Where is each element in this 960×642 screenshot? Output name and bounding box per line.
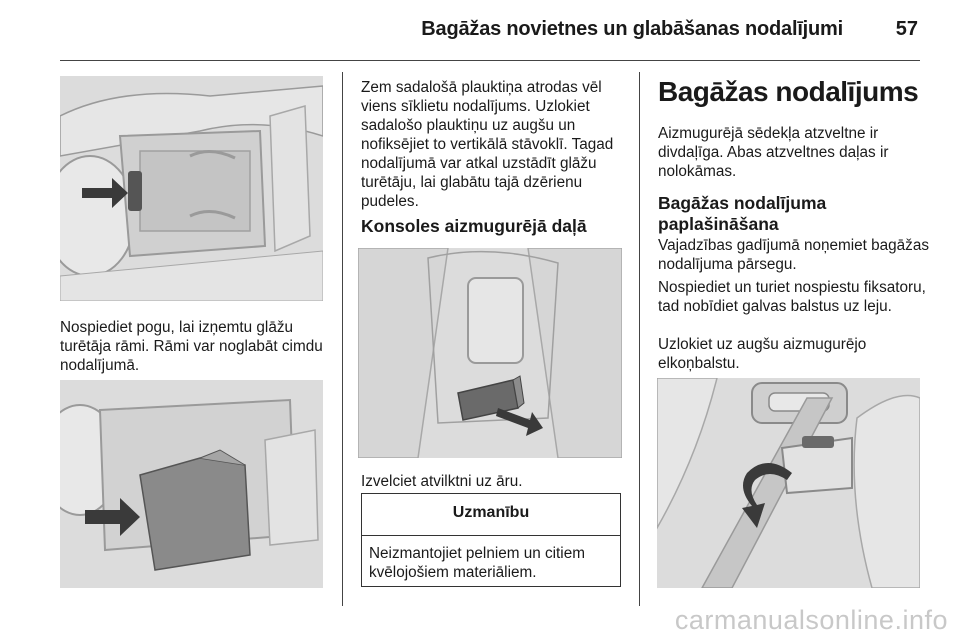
figure-glovebox-storage (60, 380, 323, 588)
caption-cupholder-removal: Nospiediet pogu, lai izņemtu glāžu turētāja rāmi. Rāmi var noglabāt cimdu nodalījumā. (60, 319, 323, 374)
glovebox-storage-illustration (60, 380, 323, 588)
column-divider-1 (342, 72, 343, 606)
watermark: carmanualsonline.info (674, 605, 948, 635)
release-latch-shape (802, 436, 834, 448)
figure-glovebox-cupholder (60, 76, 323, 301)
caution-title: Uzmanību (452, 504, 530, 521)
chapter-title: Bagāžas novietnes un glabāšanas nodalījumi (421, 18, 843, 40)
glovebox-illustration (60, 76, 323, 301)
paragraph-fold-armrest: Uzlokiet uz augšu aizmugurējo elkoņbalstu. (658, 336, 867, 372)
paragraph-release-latch: Nospiediet un turiet nospiestu fiksatoru, tad nobīdiet galvas balstus uz leju. (658, 279, 926, 315)
section-heading-luggage: Bagāžas nodalījums (658, 76, 919, 107)
subheading-extension: Bagāžas nodalījuma paplašināšana (658, 193, 827, 234)
caption-drawer: Izvelciet atvilktni uz āru. (361, 473, 523, 490)
seat-release-illustration (657, 378, 920, 588)
console-drawer-illustration (358, 248, 622, 458)
page-number: 57 (895, 18, 918, 40)
release-button-shape (128, 171, 142, 211)
page-header (0, 0, 960, 62)
caution-box (361, 493, 621, 587)
luggage-intro: Aizmugurējā sēdekļa atzveltne ir divdaļīga. Abas atzveltnes daļas ir nolokāmas. (658, 125, 889, 180)
header-divider (60, 60, 920, 61)
caution-text: Neizmantojiet pelniem un citiem kvēlojošiem materiāliem. (369, 545, 585, 581)
figure-console-drawer (358, 248, 622, 458)
section-heading-console: Konsoles aizmugurējā daļā (361, 216, 587, 236)
column-divider-2 (639, 72, 640, 606)
paragraph-remove-cover: Vajadzības gadījumā noņemiet bagāžas nodalījuma pārsegu. (658, 237, 929, 273)
caution-divider (362, 535, 620, 536)
intro-paragraph: Zem sadalošā plauktiņa atrodas vēl viens sīklietu nodalījums. Uzlokiet sadalošo plauktiņu uz augšu un nofiksējiet to vertikālā stāvoklī. Tagad nodalījumā var atkal uzstādīt glāžu turētāju, lai glabātu tajā dzērienu pudeles. (361, 79, 614, 210)
figure-seat-release (657, 378, 920, 588)
stored-frame-shape (140, 458, 250, 570)
